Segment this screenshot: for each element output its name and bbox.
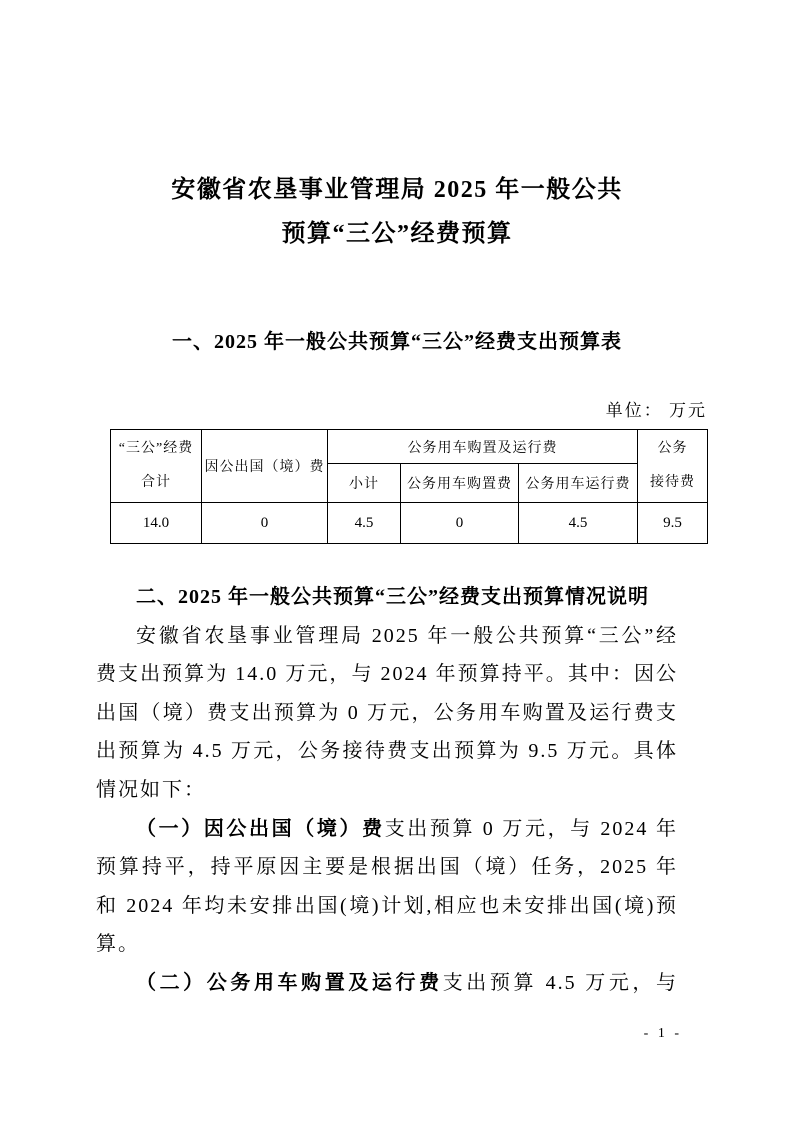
table-row bbox=[111, 503, 708, 544]
col-header-vehicle-purchase: 公务用车购置费 bbox=[401, 464, 519, 503]
cell-reception-value: 9.5 bbox=[638, 503, 708, 544]
page-number: - 1 - bbox=[643, 1026, 682, 1041]
section2-heading: 二、2025 年一般公共预算“三公”经费支出预算情况说明 bbox=[136, 586, 649, 608]
table-unit-note: 单位： 万元 bbox=[605, 401, 707, 420]
cell-vehicle-subtotal-value: 4.5 bbox=[328, 503, 401, 544]
col-header-total-line2: 合计 bbox=[141, 475, 171, 490]
col-header-reception bbox=[638, 430, 708, 503]
col-header-vehicle-group: 公务用车购置及运行费 bbox=[328, 430, 638, 464]
col-header-reception-line2: 接待费 bbox=[650, 475, 696, 490]
col-header-vehicle-subtotal: 小计 bbox=[328, 464, 401, 503]
item1-text: 支出预算 0 万元，与 2024 年预算持平，持平原因主要是根据出国（境）任务，2025 年和 2024 年均未安排出国(境)计划,相应也未安排出国(境)预算。 bbox=[96, 817, 679, 956]
three-public-budget-table bbox=[110, 429, 708, 544]
col-header-abroad: 因公出国（境）费 bbox=[202, 430, 328, 503]
item2-paragraph bbox=[96, 964, 678, 1003]
cell-vehicle-purchase-value: 0 bbox=[401, 503, 519, 544]
item2-lead: （二）公务用车购置及运行费 bbox=[136, 971, 443, 994]
item1-lead: （一）因公出国（境）费 bbox=[136, 817, 385, 840]
section2-body bbox=[96, 578, 678, 1003]
cell-total-value: 14.0 bbox=[111, 503, 202, 544]
item2-text: 支出预算 4.5 万元，与 bbox=[442, 971, 679, 994]
col-header-vehicle-operation: 公务用车运行费 bbox=[519, 464, 638, 503]
col-header-total bbox=[111, 430, 202, 503]
document-title bbox=[0, 0, 794, 256]
document-title-line1: 安徽省农垦事业管理局 2025 年一般公共 bbox=[171, 177, 623, 203]
item1-paragraph bbox=[96, 810, 678, 964]
section1-heading: 一、2025 年一般公共预算“三公”经费支出预算表 bbox=[172, 331, 622, 353]
col-header-total-line1: “三公”经费 bbox=[118, 441, 194, 456]
document-title-line2: 预算“三公”经费预算 bbox=[281, 221, 513, 247]
cell-vehicle-operation-value: 4.5 bbox=[519, 503, 638, 544]
col-header-reception-line1: 公务 bbox=[657, 441, 688, 456]
cell-abroad-value: 0 bbox=[202, 503, 328, 544]
overview-paragraph: 安徽省农垦事业管理局 2025 年一般公共预算“三公”经费支出预算为 14.0 万元，与 2024 年预算持平。其中：因公出国（境）费支出预算为 0 万元，公务用车购置及运行费支出预算为 4.5 万元，公务接待费支出预算为 9.5 万元。具体情况如下： bbox=[96, 624, 678, 801]
